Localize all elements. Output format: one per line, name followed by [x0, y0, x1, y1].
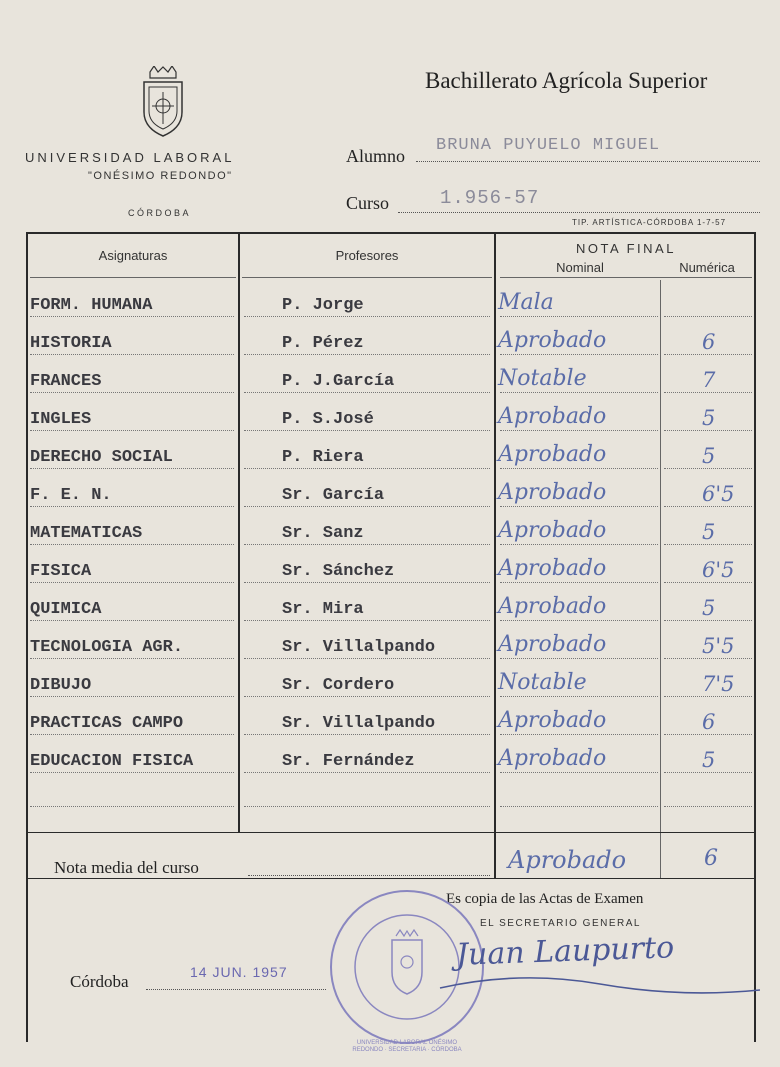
nominal-grade: Aprobado — [498, 404, 607, 429]
numeric-grade: 6'5 — [702, 558, 735, 582]
row-divider — [500, 468, 658, 469]
nominal-grade: Aprobado — [498, 328, 607, 353]
student-line — [416, 160, 760, 162]
subject-cell: INGLES — [30, 410, 92, 429]
row-divider — [30, 468, 234, 469]
average-line — [248, 874, 490, 876]
teacher-cell: Sr. Sanz — [282, 524, 364, 543]
row-divider — [30, 696, 234, 697]
subject-cell: DIBUJO — [30, 676, 92, 695]
teacher-cell: Sr. Fernández — [282, 752, 415, 771]
course-label: Curso — [346, 193, 390, 213]
subject-cell: HISTORIA — [30, 334, 112, 353]
numeric-grade: 5 — [702, 748, 716, 772]
header-underline-1 — [30, 277, 236, 278]
row-divider — [500, 772, 658, 773]
numeric-grade: 6'5 — [702, 482, 735, 506]
row-divider — [500, 430, 658, 431]
printer-note: TIP. ARTÍSTICA-CÓRDOBA 1-7-57 — [572, 218, 727, 227]
frame-right — [754, 232, 756, 1042]
course-value: 1.956-57 — [440, 187, 540, 209]
teacher-cell: P. Riera — [282, 448, 364, 467]
col-header-nominal: Nominal — [556, 260, 604, 275]
header-underline-3 — [500, 277, 752, 278]
col-header-final: NOTA FINAL — [576, 241, 676, 256]
col-header-teachers: Profesores — [335, 248, 399, 263]
row-divider — [664, 696, 752, 697]
row-divider — [244, 806, 490, 807]
row-divider — [30, 806, 234, 807]
col-divider-1 — [238, 234, 240, 832]
seal-text: UNIVERSIDAD LABORAL ONÉSIMO REDONDO · SECRETARIA · CÓRDOBA — [352, 1040, 462, 1054]
university-city: CÓRDOBA — [128, 208, 192, 218]
row-divider — [500, 620, 658, 621]
row-divider — [30, 354, 234, 355]
row-divider — [30, 430, 234, 431]
nominal-grade: Mala — [498, 290, 554, 315]
numeric-grade: 5 — [702, 596, 716, 620]
university-founder: "ONÉSIMO REDONDO" — [88, 170, 233, 182]
teacher-cell: Sr. Sánchez — [282, 562, 395, 581]
average-nominal: Aprobado — [508, 846, 627, 874]
frame-left — [26, 232, 28, 1042]
frame-top — [26, 232, 756, 234]
nominal-grade: Notable — [498, 366, 587, 391]
row-divider — [500, 354, 658, 355]
row-divider — [30, 772, 234, 773]
subject-cell: TECNOLOGIA AGR. — [30, 638, 184, 657]
row-divider — [30, 620, 234, 621]
table-bottom-line — [28, 832, 754, 833]
teacher-cell: Sr. García — [282, 486, 385, 505]
signature-flourish — [430, 960, 760, 1005]
row-divider — [500, 544, 658, 545]
numeric-grade: 5 — [702, 444, 716, 468]
row-divider — [244, 734, 490, 735]
student-name: BRUNA PUYUELO MIGUEL — [436, 136, 661, 155]
average-label: Nota media del curso — [54, 858, 199, 877]
row-divider — [30, 658, 234, 659]
row-divider — [664, 544, 752, 545]
row-divider — [500, 658, 658, 659]
row-divider — [664, 430, 752, 431]
subject-cell: PRACTICAS CAMPO — [30, 714, 184, 733]
row-divider — [244, 620, 490, 621]
teacher-cell: P. Pérez — [282, 334, 364, 353]
nominal-grade: Aprobado — [498, 518, 607, 543]
row-divider — [664, 316, 752, 317]
row-divider — [244, 696, 490, 697]
numeric-grade: 7 — [702, 368, 716, 392]
row-divider — [244, 772, 490, 773]
col-divider-2 — [494, 234, 496, 878]
copy-note: Es copia de las Actas de Examen — [446, 891, 644, 907]
row-divider — [500, 392, 658, 393]
row-divider — [244, 582, 490, 583]
average-bottom-line — [28, 878, 754, 879]
university-name: UNIVERSIDAD LABORAL — [25, 150, 235, 165]
row-divider — [244, 468, 490, 469]
document-title: Bachillerato Agrícola Superior — [425, 68, 708, 93]
teacher-cell: P. Jorge — [282, 296, 364, 315]
row-divider — [30, 734, 234, 735]
course-line — [398, 211, 760, 213]
teacher-cell: P. J.García — [282, 372, 395, 391]
row-divider — [664, 620, 752, 621]
row-divider — [30, 582, 234, 583]
student-label: Alumno — [346, 146, 406, 166]
row-divider — [500, 806, 658, 807]
teacher-cell: Sr. Cordero — [282, 676, 395, 695]
teacher-cell: P. S.José — [282, 410, 374, 429]
secretary-title: EL SECRETARIO GENERAL — [480, 918, 641, 929]
row-divider — [664, 772, 752, 773]
row-divider — [244, 316, 490, 317]
row-divider — [500, 506, 658, 507]
row-divider — [664, 506, 752, 507]
numeric-grade: 5'5 — [702, 634, 735, 658]
row-divider — [664, 658, 752, 659]
nominal-grade: Aprobado — [498, 594, 607, 619]
teacher-cell: Sr. Villalpando — [282, 638, 436, 657]
subject-cell: MATEMATICAS — [30, 524, 143, 543]
row-divider — [664, 806, 752, 807]
subject-cell: FRANCES — [30, 372, 102, 391]
subject-cell: DERECHO SOCIAL — [30, 448, 173, 467]
row-divider — [244, 392, 490, 393]
row-divider — [244, 430, 490, 431]
nominal-grade: Aprobado — [498, 556, 607, 581]
col-divider-3 — [660, 280, 661, 878]
subject-cell: EDUCACION FISICA — [30, 752, 194, 771]
row-divider — [500, 696, 658, 697]
subject-cell: QUIMICA — [30, 600, 102, 619]
nominal-grade: Aprobado — [498, 442, 607, 467]
nominal-grade: Notable — [498, 670, 587, 695]
row-divider — [664, 468, 752, 469]
row-divider — [664, 582, 752, 583]
place-line — [146, 988, 326, 990]
subject-cell: FORM. HUMANA — [30, 296, 153, 315]
nominal-grade: Aprobado — [498, 708, 607, 733]
row-divider — [244, 658, 490, 659]
col-header-numeric: Numérica — [679, 260, 735, 275]
date-stamp: 14 JUN. 1957 — [190, 964, 288, 980]
row-divider — [30, 392, 234, 393]
col-header-subjects: Asignaturas — [98, 248, 168, 263]
numeric-grade: 5 — [702, 406, 716, 430]
place-label: Córdoba — [70, 972, 129, 991]
row-divider — [500, 734, 658, 735]
nominal-grade: Aprobado — [498, 632, 607, 657]
row-divider — [500, 316, 658, 317]
row-divider — [664, 734, 752, 735]
numeric-grade: 7'5 — [702, 672, 735, 696]
numeric-grade: 6 — [702, 710, 716, 734]
nominal-grade: Aprobado — [498, 480, 607, 505]
average-numeric: 6 — [704, 846, 718, 871]
university-crest — [140, 66, 186, 138]
teacher-cell: Sr. Villalpando — [282, 714, 436, 733]
subject-cell: FISICA — [30, 562, 92, 581]
row-divider — [664, 392, 752, 393]
row-divider — [500, 582, 658, 583]
numeric-grade: 5 — [702, 520, 716, 544]
row-divider — [30, 506, 234, 507]
row-divider — [30, 316, 234, 317]
teacher-cell: Sr. Mira — [282, 600, 364, 619]
header-underline-2 — [242, 277, 492, 278]
row-divider — [244, 506, 490, 507]
subject-cell: F. E. N. — [30, 486, 112, 505]
row-divider — [664, 354, 752, 355]
nominal-grade: Aprobado — [498, 746, 607, 771]
row-divider — [30, 544, 234, 545]
numeric-grade: 6 — [702, 330, 716, 354]
secretary-signature: Juan Laupurto — [455, 930, 675, 973]
row-divider — [244, 354, 490, 355]
row-divider — [244, 544, 490, 545]
